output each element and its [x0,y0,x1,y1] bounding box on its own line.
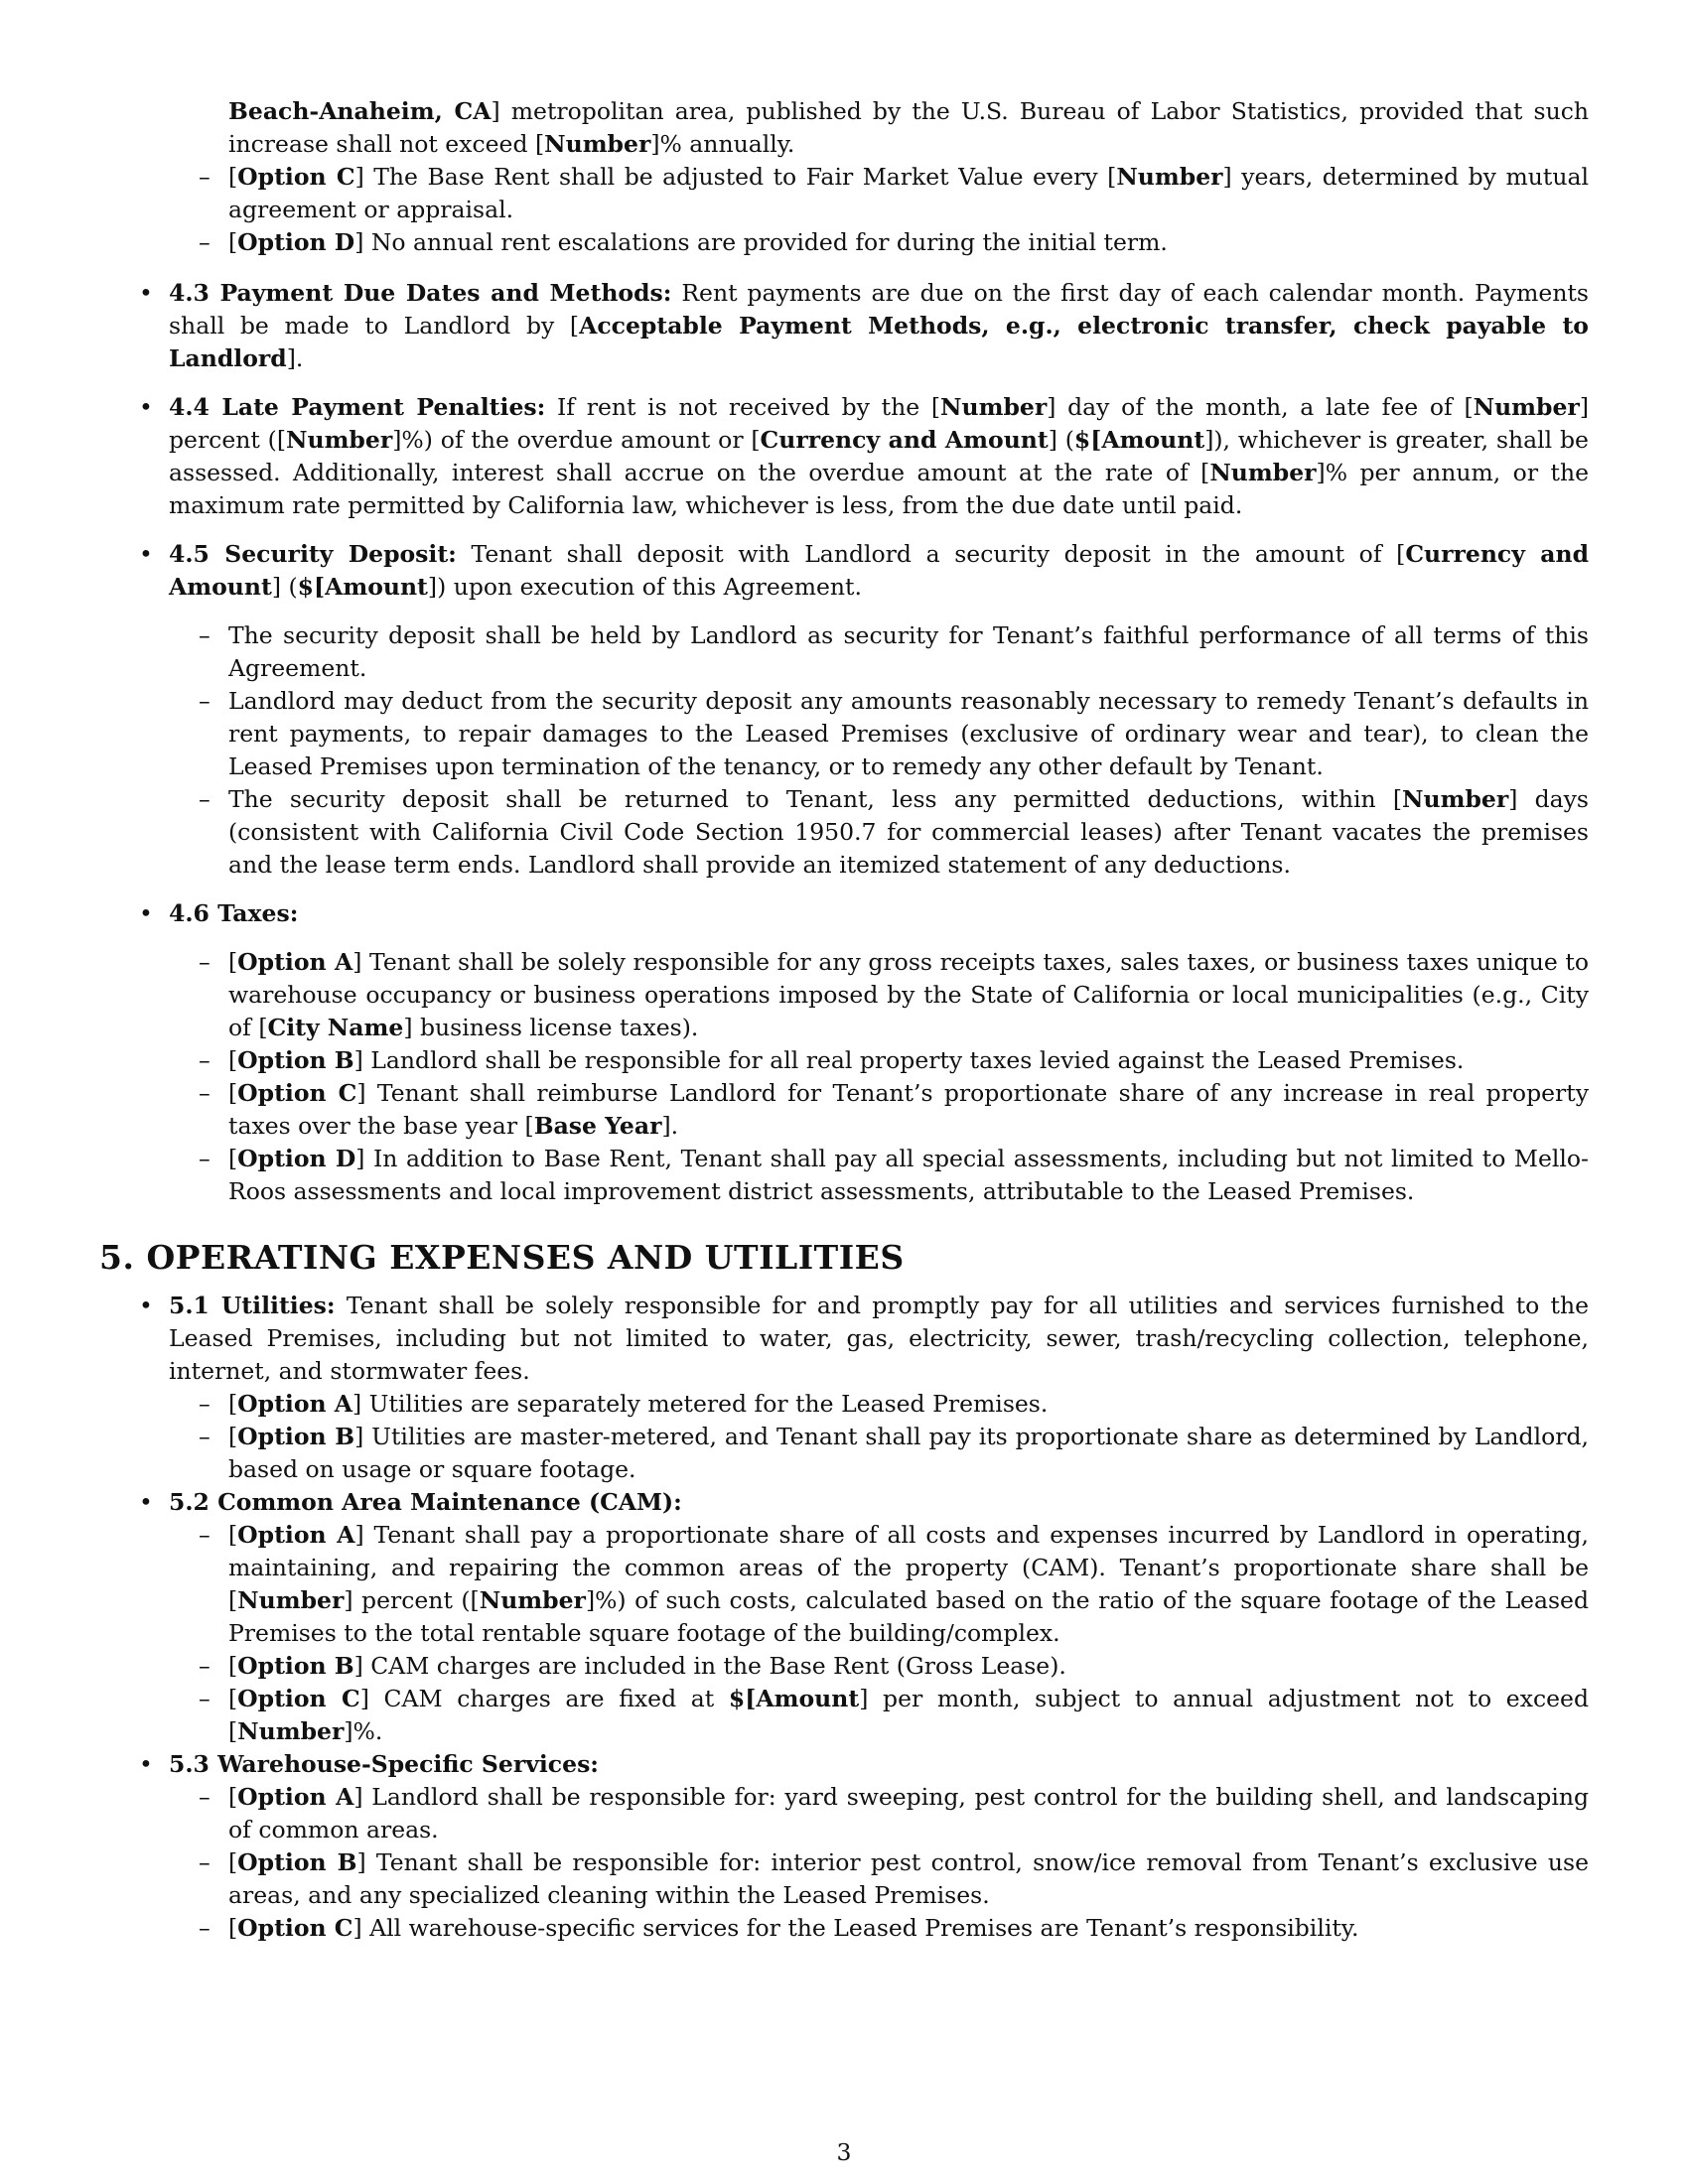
text-run: If rent is not received by the [ [545,393,941,421]
sub-clause-item [169,685,1589,783]
bold-text: Number [1116,163,1223,191]
text-run: ] Tenant shall be responsible for: interior pest control, snow/ice removal from Tenant’s exclusive use areas, and any specialized cleaning within the Leased Premises. [228,1848,1589,1909]
text-run: ]%) of the overdue amount or [ [392,426,761,454]
sub-clause-item [169,1650,1589,1683]
text-run: [ [228,1783,238,1811]
text-run: ] Tenant shall pay a proportionate share of all costs and expenses incurred by Landlord in operating, maintaining, and repairing the common areas of the property (CAM). Tenant’s proportionate share shall be [ [228,1521,1589,1614]
text-run: Rent payments are due on the first day of each calendar month. Payments shall be made to Landlord by [ [169,279,1589,340]
text-run: [ [228,1848,238,1876]
sub-clause-item [169,1912,1589,1945]
text-run: ]% per annum, or the maximum rate permitted by California law, whichever is less, from the due date until paid. [169,459,1589,519]
text-run: ]. [661,1112,679,1140]
text-run: ] The Base Rent shall be adjusted to Fair Market Value every [ [354,163,1117,191]
text-run: ] Utilities are master-metered, and Tenant shall pay its proportionate share as determined by Landlord, based on usage or square footage. [228,1423,1589,1483]
text-run: [ [228,1390,238,1418]
text-run: ] All warehouse-specific services for the Leased Premises are Tenant’s responsibility. [352,1914,1359,1942]
bold-text: City Name [267,1014,404,1041]
continuation-list [99,95,1589,259]
text-run: [ [228,163,238,191]
bold-text: Option C [237,1079,357,1107]
bold-text: 5.2 Common Area Maintenance (CAM): [169,1488,682,1516]
bold-text: Option C [237,1914,353,1942]
text-run: ] days (consistent with California Civil Code Section 1950.7 for commercial leases) after Tenant vacates the premises and the lease term ends. Landlord shall provide an itemized statement of any deductions. [228,785,1589,879]
sub-clause-item [169,1388,1589,1421]
option-item [99,95,1589,161]
bold-text: Option A [237,1521,355,1549]
text-run: [ [228,1046,238,1074]
sub-clause-list [169,1519,1589,1748]
bold-text: 5.3 Warehouse-Specific Services: [169,1750,599,1778]
bold-text: Option D [237,228,355,256]
text-run: [ [228,1521,238,1549]
bold-text: Currency and Amount [760,426,1049,454]
text-run: ] years, determined by mutual agreement or appraisal. [228,163,1589,223]
section-4-list [99,277,1589,1208]
clause-item [99,391,1589,522]
text-run: ]), whichever is greater, shall be assessed. Additionally, interest shall accrue on the overdue amount at the rate of [ [169,426,1589,486]
sub-clause-item [169,1421,1589,1486]
clause-item [99,538,1589,882]
text-run: ]% annually. [650,130,795,158]
sub-clause-list [169,946,1589,1208]
text-run: ]) upon execution of this Agreement. [427,573,862,601]
bold-text: Number [1473,393,1580,421]
sub-clause-item [169,1044,1589,1077]
text-run: ] percent ([ [169,393,1589,454]
bold-text: $[Amount [1073,426,1205,454]
sub-clause-item [169,946,1589,1044]
sub-clause-item [169,1077,1589,1143]
text-run: [ [228,948,238,976]
text-run: [ [228,1914,238,1942]
option-item [99,226,1589,259]
section-heading: 5. OPERATING EXPENSES AND UTILITIES [99,1238,905,1277]
text-run: ] per month, subject to annual adjustment not to exceed [ [228,1685,1589,1745]
sub-clause-list [169,1781,1589,1945]
text-run: ] day of the month, a late fee of [ [1047,393,1474,421]
bold-text: Number [237,1717,345,1745]
text-run: ] ( [271,573,298,601]
bold-text: 4.5 Security Deposit: [169,540,457,568]
bold-text: Option A [237,948,353,976]
bold-text: Option B [237,1652,354,1680]
clause-item [99,1748,1589,1945]
bold-text: Option B [237,1046,354,1074]
text-run: ] Landlord shall be responsible for all real property taxes levied against the Leased Premises. [353,1046,1465,1074]
text-run: ] percent ([ [344,1586,480,1614]
text-run: ]%. [344,1717,383,1745]
clause-item [99,897,1589,1208]
clause-item [99,1486,1589,1748]
bold-text: Number [940,393,1048,421]
text-run: The security deposit shall be returned to Tenant, less any permitted deductions, within [ [228,785,1403,813]
text-run: ] CAM charges are included in the Base Rent (Gross Lease). [353,1652,1066,1680]
text-run: Landlord may deduct from the security deposit any amounts reasonably necessary to remedy Tenant’s defaults in rent payments, to repair damages to the Leased Premises (exclusive of ordinary wear and tear), to clean the Leased Premises upon termination of the tenancy, or to remedy any other default by Tenant. [228,687,1589,780]
bold-text: Option C [237,163,355,191]
text-run: ] No annual rent escalations are provided for during the initial term. [354,228,1168,256]
bold-text: $[Amount [728,1685,860,1712]
sub-clause-list [169,619,1589,882]
section-5-list [99,1290,1589,1945]
bold-text: Acceptable Payment Methods, e.g., electronic transfer, check payable to Landlord [169,312,1589,372]
sub-clause-list [169,1388,1589,1486]
bold-text: Option B [237,1423,355,1450]
text-run: ] Utilities are separately metered for the Leased Premises. [352,1390,1049,1418]
option-item [99,161,1589,226]
sub-clause-item [169,1143,1589,1208]
text-run: ] Tenant shall be solely responsible for any gross receipts taxes, sales taxes, or business taxes unique to warehouse occupancy or business operations imposed by the State of California or local municipalities (e.g., City of [ [228,948,1590,1041]
text-run: ] In addition to Base Rent, Tenant shall pay all special assessments, including but not limited to Mello-Roos assessments and local improvement district assessments, attributable to the Leased Premises. [228,1145,1589,1205]
text-run: ]%) of such costs, calculated based on the ratio of the square footage of the Leased Premises to the total rentable square footage of the building/complex. [228,1586,1589,1647]
text-run: Tenant shall deposit with Landlord a security deposit in the amount of [ [456,540,1406,568]
text-run: ] CAM charges are fixed at [359,1685,729,1712]
bold-text: Number [479,1586,586,1614]
document-page [99,95,1589,1945]
text-run: [ [228,1079,238,1107]
bold-text: Number [1402,785,1509,813]
text-run: ] Landlord shall be responsible for: yard sweeping, pest control for the building shell, and landscaping of common areas. [228,1783,1590,1843]
page-number: 3 [836,2138,852,2166]
text-run: The security deposit shall be held by Landlord as security for Tenant’s faithful performance of all terms of this Agreement. [228,621,1589,682]
text-run: ] business license taxes). [403,1014,699,1041]
bold-text: Number [544,130,651,158]
sub-clause-item [169,619,1589,685]
clause-item [99,277,1589,375]
sub-clause-item [169,783,1589,882]
text-run: [ [228,1145,238,1172]
sub-clause-item [169,1519,1589,1650]
bold-text: Option A [237,1783,354,1811]
bold-text: 5.1 Utilities: [169,1292,336,1319]
bold-text: 4.3 Payment Due Dates and Methods: [169,279,672,307]
text-run: [ [228,1652,238,1680]
text-run: ]. [286,344,304,372]
sub-clause-item [169,1781,1589,1846]
bold-text: Option C [237,1685,360,1712]
clause-item [99,1290,1589,1486]
bold-text: Base Year [533,1112,662,1140]
bold-text: 4.6 Taxes: [169,899,299,927]
bold-text: $[Amount [297,573,428,601]
bold-text: Option B [237,1848,357,1876]
bold-text: Option D [237,1145,356,1172]
sub-clause-item [169,1846,1589,1912]
bold-text: Number [237,1586,345,1614]
bold-text: Number [1209,459,1317,486]
bold-text: 4.4 Late Payment Penalties: [169,393,546,421]
bold-text: Number [286,426,393,454]
text-run: Tenant shall be solely responsible for and promptly pay for all utilities and services furnished to the Leased Premises, including but not limited to water, gas, electricity, sewer, trash/recycling collection, telephone, internet, and stormwater fees. [169,1292,1589,1385]
text-run: [ [228,1685,238,1712]
bold-text: Beach-Anaheim, CA [228,97,492,125]
text-run: ] ( [1048,426,1074,454]
text-run: ] Tenant shall reimburse Landlord for Tenant’s proportionate share of any increase in real property taxes over the base year [ [228,1079,1589,1140]
bold-text: Currency and Amount [169,540,1589,601]
sub-clause-item [169,1683,1589,1748]
bold-text: Option A [237,1390,353,1418]
text-run: ] metropolitan area, published by the U.S. Bureau of Labor Statistics, provided that such increase shall not exceed [ [228,97,1589,158]
text-run: [ [228,228,238,256]
text-run: [ [228,1423,238,1450]
